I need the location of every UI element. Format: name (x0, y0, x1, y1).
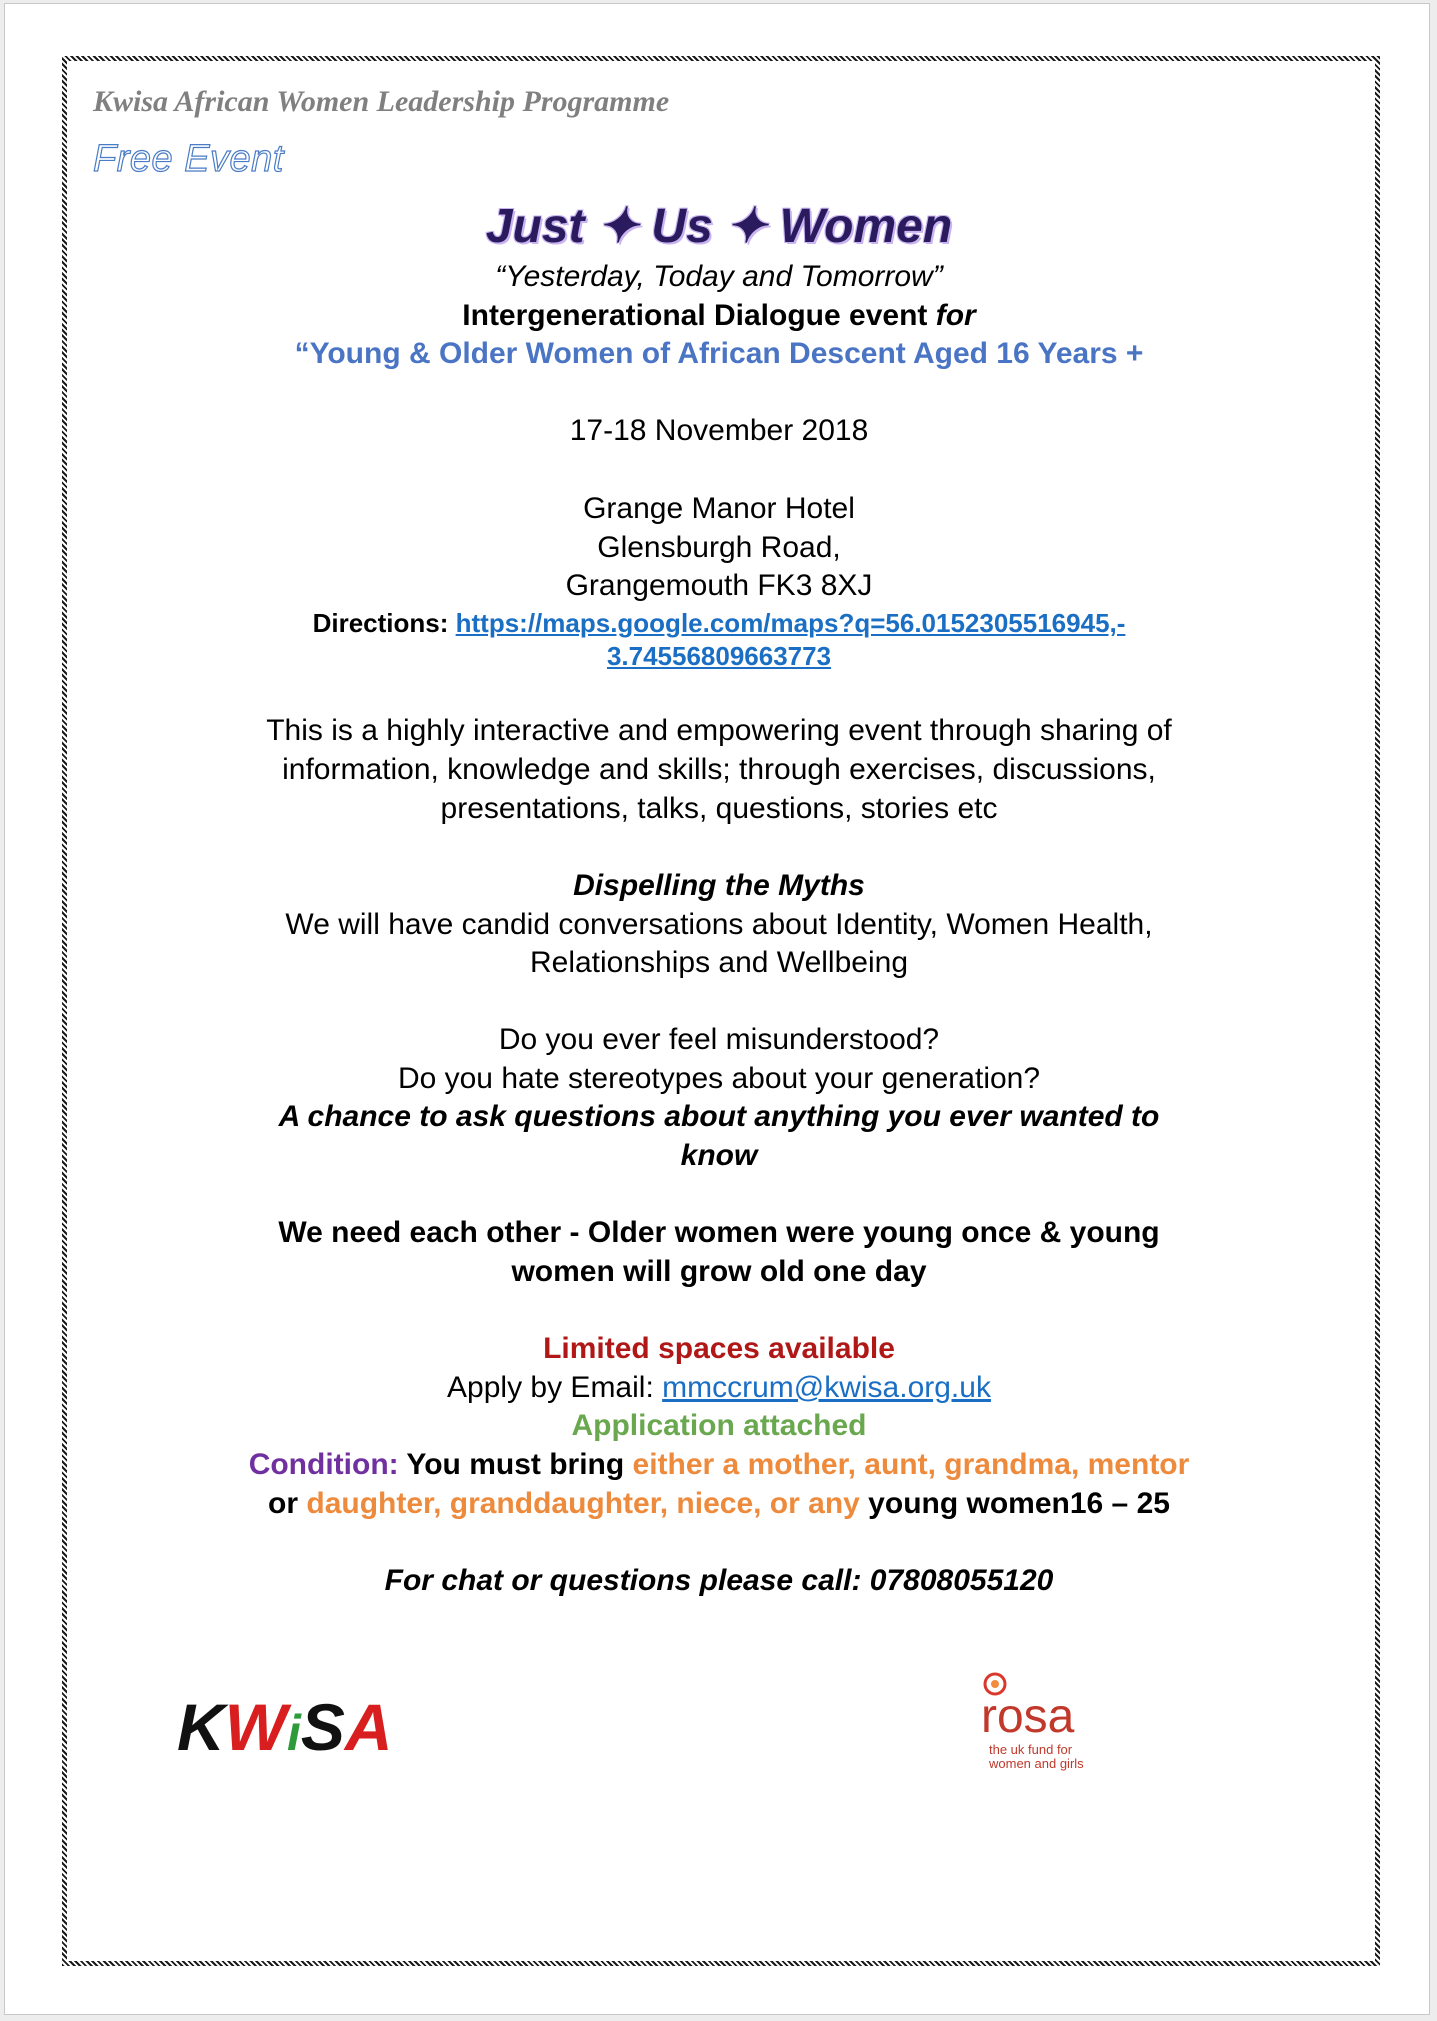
directions-link[interactable]: https://maps.google.com/maps?q=56.0152305516945,- (455, 608, 1126, 638)
event-title: Just ✦ Us ✦ Women (485, 200, 953, 253)
rosa-tagline-2: women and girls (989, 1756, 1084, 1771)
must-bring: You must bring (406, 1448, 633, 1481)
event-audience: “Young & Older Women of African Descent Aged 16 Years + (294, 337, 1144, 370)
org-name: Kwisa African Women Leadership Programme (93, 85, 670, 118)
condition-label: Condition: (248, 1448, 407, 1481)
need-line-2: women will grow old one day (511, 1255, 927, 1288)
kwisa-logo-k: KWiSA (177, 1690, 393, 1764)
chance-line-2: know (680, 1139, 758, 1172)
myths-line-1: We will have candid conversations about Identity, Women Health, (285, 908, 1153, 941)
directions-line-2 (60, 640, 1378, 673)
description-line-2: information, knowledge and skills; through exercises, discussions, (282, 753, 1156, 786)
rosa-logo-dot (991, 1680, 999, 1688)
directions-line (60, 607, 1378, 640)
subtitle-text: Intergenerational Dialogue event (462, 299, 936, 332)
limited-spaces: Limited spaces available (543, 1332, 895, 1365)
contact-call: For chat or questions please call: 07808055120 (384, 1564, 1054, 1597)
directions-label: Directions: (312, 608, 456, 638)
or-word: or (268, 1487, 307, 1520)
condition-line-1 (60, 1446, 1378, 1484)
event-date: 17-18 November 2018 (569, 414, 869, 447)
young-age-range: young women16 – 25 (859, 1487, 1170, 1520)
email-link[interactable]: mmccrum@kwisa.org.uk (662, 1371, 991, 1404)
older-relations: either a mother, aunt, grandma, mentor (632, 1448, 1190, 1481)
event-tagline: “Yesterday, Today and Tomorrow” (495, 260, 943, 293)
subtitle-for: for (935, 299, 976, 332)
description-line-3: presentations, talks, questions, stories etc (440, 792, 998, 825)
need-line-1: We need each other - Older women were young once & young (278, 1216, 1160, 1249)
apply-line (60, 1369, 1378, 1407)
myths-line-2: Relationships and Wellbeing (529, 946, 909, 979)
younger-relations: daughter, granddaughter, niece, or any (306, 1487, 860, 1520)
myths-heading: Dispelling the Myths (573, 869, 865, 902)
description-line-1: This is a highly interactive and empowering event through sharing of (266, 714, 1172, 747)
event-subtitle (60, 297, 1378, 335)
venue-street: Glensburgh Road, (597, 531, 841, 564)
chance-line-1: A chance to ask questions about anything you ever wanted to (278, 1100, 1160, 1133)
rosa-logo (975, 1670, 1135, 1785)
directions-link-continued[interactable]: 3.74556809663773 (606, 641, 832, 671)
venue-name: Grange Manor Hotel (583, 492, 855, 525)
apply-label: Apply by Email: (447, 1371, 663, 1404)
condition-line-2 (60, 1485, 1378, 1523)
rosa-tagline-1: the uk fund for (989, 1742, 1073, 1757)
question-2: Do you hate stereotypes about your generation? (397, 1062, 1041, 1095)
application-attached: Application attached (571, 1409, 867, 1442)
venue-town: Grangemouth FK3 8XJ (565, 569, 873, 602)
kwisa-logo (177, 1682, 417, 1772)
question-1: Do you ever feel misunderstood? (498, 1023, 940, 1056)
free-event-label: Free Event (93, 138, 284, 180)
rosa-logo-word: rosa (981, 1690, 1075, 1743)
